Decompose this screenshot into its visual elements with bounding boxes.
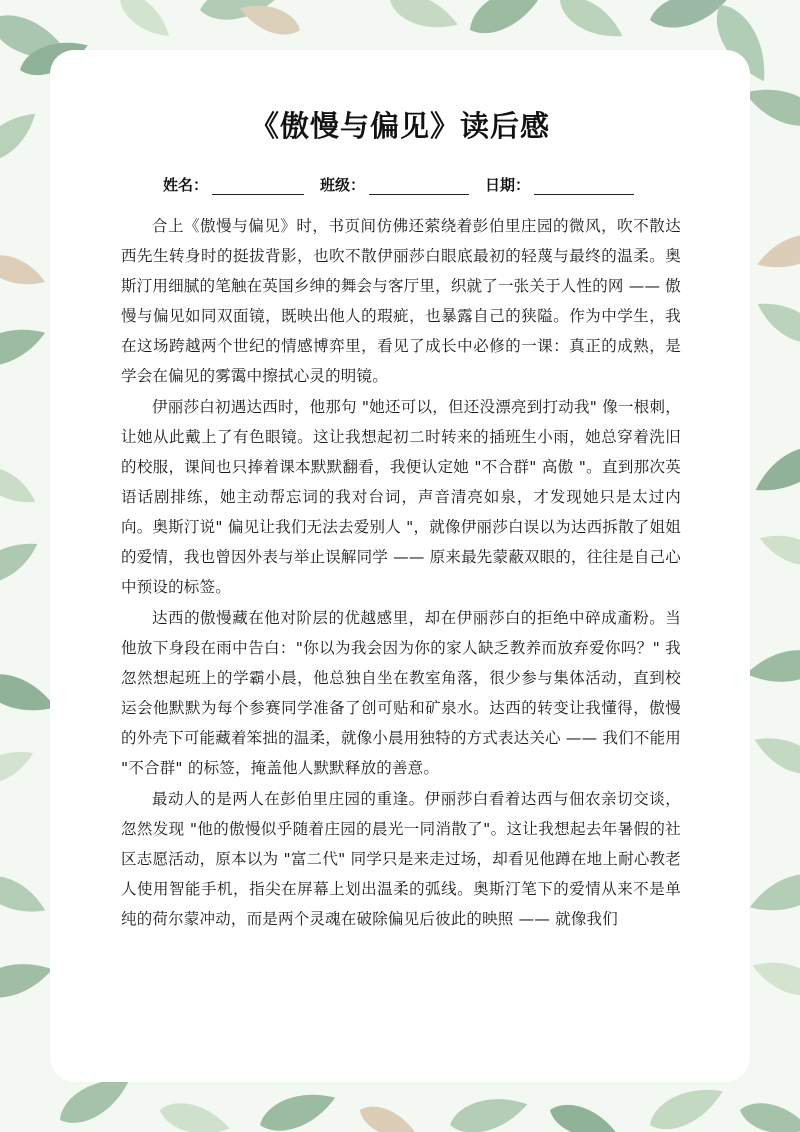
student-info-row <box>163 174 634 195</box>
paragraph-4: 最动人的是两人在彭伯里庄园的重逢。伊丽莎白看着达西与佃农亲切交谈，忽然发现 "他的傲慢似乎随着庄园的晨光一同消散了"。这让我想起去年暑假的社区志愿活动，原本以为 "富二代" 同学只是来走过场，却看见他蹲在地上耐心教老人使用智能手机，指尖在屏幕上划出温柔的弧线。奥斯汀笔下的爱情从来不是单纯的荷尔蒙冲动，而是两个灵魂在破除偏见后彼此的映照 —— 就像我们 <box>121 790 681 928</box>
date-label: 日期： <box>485 176 531 194</box>
name-label: 姓名： <box>163 176 209 194</box>
class-label: 班级： <box>320 176 366 194</box>
paragraph-1: 合上《傲慢与偏见》时，书页间仿佛还萦绕着彭伯里庄园的微风，吹不散达西先生转身时的挺拔背影，也吹不散伊丽莎白眼底最初的轻蔑与最终的温柔。奥斯汀用细腻的笔触在英国乡绅的舞会与客厅里，织就了一张关于人性的网 —— 傲慢与偏见如同双面镜，既映出他人的瑕疵，也暴露自己的狭隘。作为中学生，我在这场跨越两个世纪的情感博弈里，看见了成长中必修的一课：真正的成熟，是学会在偏见的雾霭中擦拭心灵的明镜。 <box>121 217 681 385</box>
essay-body <box>121 211 681 935</box>
page-title: 《傲慢与偏见》读后感 <box>249 109 550 143</box>
date-blank-line[interactable] <box>534 180 634 195</box>
class-blank-line[interactable] <box>369 180 469 195</box>
paragraph-2: 伊丽莎白初遇达西时，他那句 "她还可以，但还没漂亮到打动我" 像一根刺，让她从此戴上了有色眼镜。这让我想起初二时转来的插班生小雨，她总穿着洗旧的校服，课间也只捧着课本默默翻看，我便认定她 "不合群" 高傲 "。直到那次英语话剧排练，她主动帮忘词的我对台词，声音清亮如泉，才发现她只是太过内向。奥斯汀说" 偏见让我们无法去爱别人 "，就像伊丽莎白误以为达西拆散了姐姐的爱情，我也曾因外表与举止误解同学 —— 原来最先蒙蔽双眼的，往往是自己心中预设的标签。 <box>121 398 681 596</box>
name-blank-line[interactable] <box>212 180 304 195</box>
paragraph-3: 达西的傲慢藏在他对阶层的优越感里，却在伊丽莎白的拒绝中碎成齑粉。当他放下身段在雨中告白："你以为我会因为你的家人缺乏教养而放弃爱你吗？" 我忽然想起班上的学霸小晨，他总独自坐在教室角落，很少参与集体活动，直到校运会他默默为每个参赛同学准备了创可贴和矿泉水。达西的转变让我懂得，傲慢的外壳下可能藏着笨拙的温柔，就像小晨用独特的方式表达关心 —— 我们不能用 "不合群" 的标签，掩盖他人默默释放的善意。 <box>121 609 681 777</box>
